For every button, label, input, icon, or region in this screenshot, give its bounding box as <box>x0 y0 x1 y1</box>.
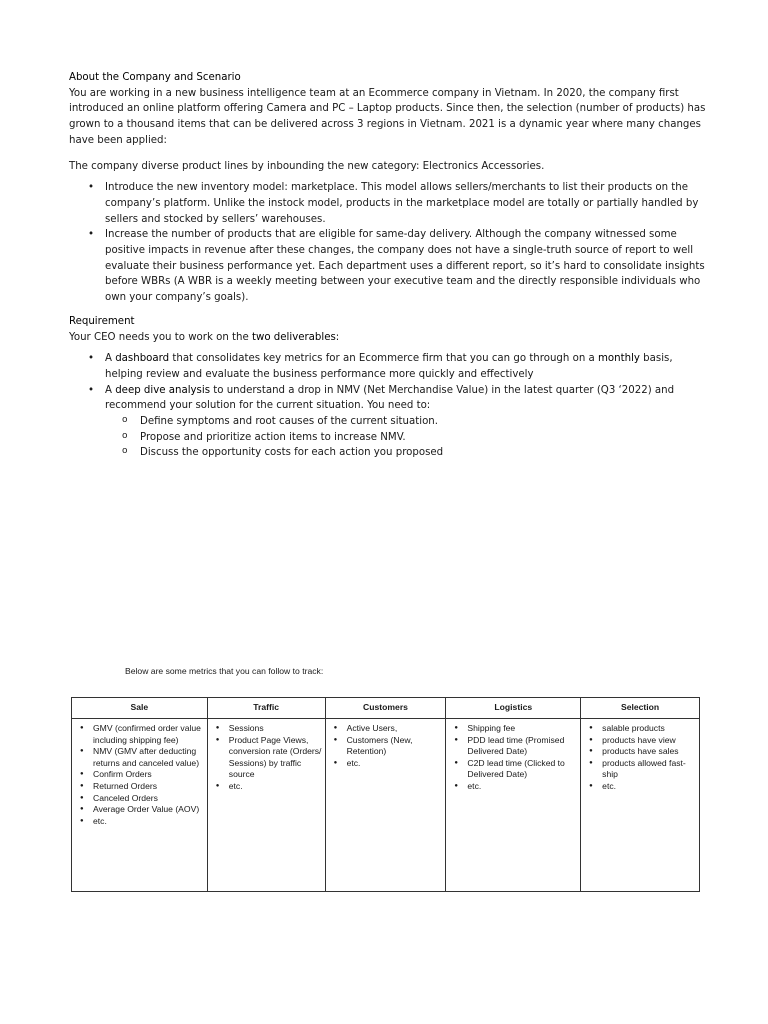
column-header-traffic: Traffic <box>207 698 325 719</box>
list-item: ● Confirm Orders <box>74 769 205 781</box>
list-item: o Define symptoms and root causes of the current situation. <box>105 414 709 430</box>
about-intro: You are working in a new business intelligence team at an Ecommerce company in Vietnam. In 2020, the company first introduced an online platform offering Camera and PC – Laptop products. Since then, the selection (number of products) has grown to a thousand items that can be delivered across 3 regions in Vietnam. 2021 is a dynamic year where many changes have been applied: <box>69 87 706 146</box>
column-header-logistics: Logistics <box>446 698 581 719</box>
list-item: ● Sessions <box>210 723 323 735</box>
list-item: ● etc. <box>74 816 205 828</box>
list-item: ● Active Users, <box>328 723 444 735</box>
list-item: ● Canceled Orders <box>74 793 205 805</box>
traffic-cell <box>207 719 325 892</box>
document-body <box>69 70 709 461</box>
list-item: ● products have view <box>583 735 697 747</box>
list-item: ● Average Order Value (AOV) <box>74 804 205 816</box>
list-item: ● etc. <box>583 781 697 793</box>
deliverable-deep-dive: • A deep dive analysis to understand a drop in NMV (Net Merchandise Value) in the latest quarter (Q3 ‘2022) and recommend your solution for the current situation. You need to: o Define symptoms and root causes of the current situation. o Propose and prioritize action items to increase NMV. o Discuss the opportunity costs for each action you proposed <box>69 383 709 462</box>
requirement-section <box>69 314 709 461</box>
selection-cell <box>581 719 700 892</box>
list-item: ● C2D lead time (Clicked to Delivered Date) <box>448 758 578 781</box>
requirement-heading: Requirement <box>69 315 135 327</box>
list-item: ● salable products <box>583 723 697 735</box>
subtasks-list <box>105 414 709 461</box>
about-heading: About the Company and Scenario <box>69 72 241 83</box>
table-header-row <box>72 698 700 719</box>
dashboard-keyword: dashboard <box>115 353 170 365</box>
deep-dive-keyword: deep dive analysis <box>115 384 211 396</box>
monthly-keyword: monthly <box>598 353 640 365</box>
two-deliverables-text: two deliverables <box>252 331 336 343</box>
deliverable-dashboard: • A dashboard that consolidates key metrics for an Ecommerce firm that you can go through on a monthly basis, helping review and evaluate the business performance more quickly and effectively <box>69 351 709 382</box>
changes-list <box>69 180 709 306</box>
list-item: ● products have sales <box>583 746 697 758</box>
requirement-intro: Your CEO needs you to work on the two deliverables: <box>69 331 340 343</box>
list-item: ● Shipping fee <box>448 723 578 735</box>
list-item: o Discuss the opportunity costs for each action you proposed <box>105 445 709 461</box>
list-item: ● PDD lead time (Promised Delivered Date) <box>448 735 578 758</box>
list-item: ● GMV (confirmed order value including shipping fee) <box>74 723 205 746</box>
list-item: ● products allowed fast-ship <box>583 758 697 781</box>
column-header-selection: Selection <box>581 698 700 719</box>
list-item: ● etc. <box>448 781 578 793</box>
category-note: The company diverse product lines by inbounding the new category: Electronics Accessories. <box>69 160 545 172</box>
list-item: • Increase the number of products that are eligible for same-day delivery. Although the company witnessed some positive impacts in revenue after these changes, the company does not have a single-truth source of report to well evaluate their business performance yet. Each department uses a different report, so it’s hard to consolidate insights before WBRs (A WBR is a weekly meeting between your executive team and the directly responsible individuals who own your company’s goals). <box>69 227 709 306</box>
list-item: ● etc. <box>328 758 444 770</box>
list-item: o Propose and prioritize action items to increase NMV. <box>105 430 709 446</box>
table-row <box>72 719 700 892</box>
metrics-table <box>71 697 700 892</box>
deliverables-list <box>69 351 709 461</box>
metrics-intro: Below are some metrics that you can follow to track: <box>125 666 324 676</box>
customers-cell <box>325 719 446 892</box>
list-item: ● etc. <box>210 781 323 793</box>
list-item: ● Product Page Views, conversion rate (Orders/ Sessions) by traffic source <box>210 735 323 781</box>
column-header-customers: Customers <box>325 698 446 719</box>
sale-cell <box>72 719 208 892</box>
list-item: • Introduce the new inventory model: marketplace. This model allows sellers/merchants to list their products on the company’s platform. Unlike the instock model, products in the marketplace model are totally or partially handled by sellers and stocked by sellers’ warehouses. <box>69 180 709 227</box>
list-item: ● Returned Orders <box>74 781 205 793</box>
list-item: ● Customers (New, Retention) <box>328 735 444 758</box>
logistics-cell <box>446 719 581 892</box>
column-header-sale: Sale <box>72 698 208 719</box>
list-item: ● NMV (GMV after deducting returns and canceled value) <box>74 746 205 769</box>
